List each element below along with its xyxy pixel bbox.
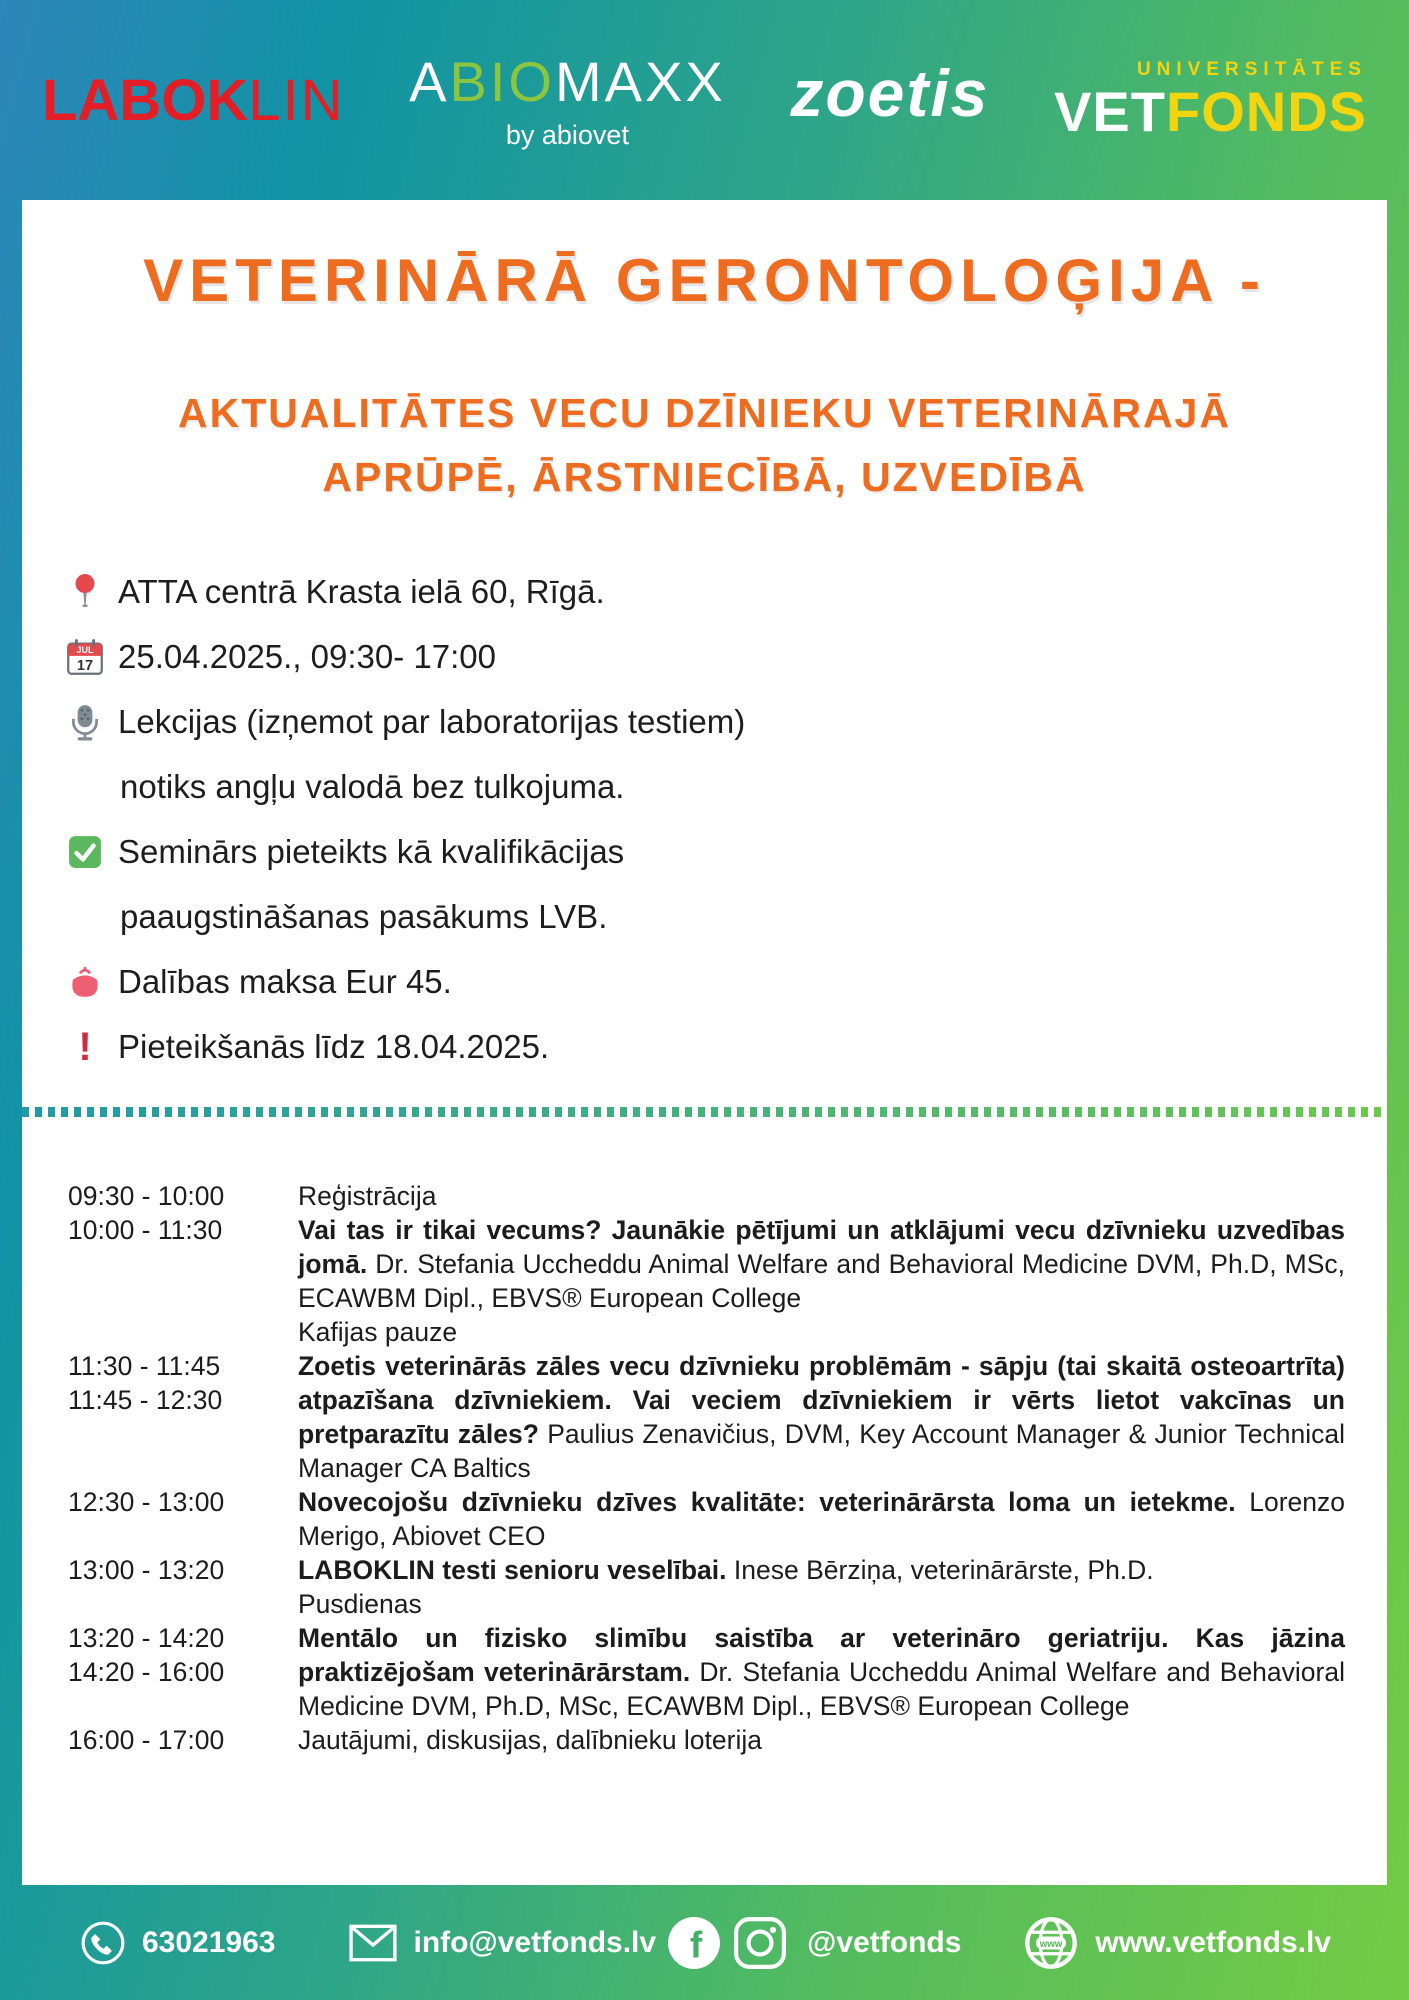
email-address: info@vetfonds.lv bbox=[413, 1925, 657, 1959]
schedule-speaker: Lorenzo Merigo, Abiovet CEO bbox=[298, 1487, 1345, 1551]
schedule-speaker: Paulius Zenavičius, DVM, Key Account Manager & Junior Technical Manager CA Baltics bbox=[298, 1419, 1346, 1483]
abiomaxx-a: A bbox=[409, 50, 450, 113]
schedule-speaker: Reģistrācija bbox=[298, 1181, 437, 1211]
email-contact bbox=[349, 1924, 656, 1962]
pin-icon bbox=[62, 573, 108, 611]
svg-text:www: www bbox=[1040, 1938, 1063, 1950]
dotted-divider bbox=[22, 1107, 1387, 1117]
schedule-speaker: Kafijas pauze bbox=[298, 1317, 458, 1347]
info-text: notiks angļu valodā bez tulkojuma. bbox=[120, 767, 625, 805]
calendar-icon bbox=[62, 638, 108, 676]
phone-number: 63021963 bbox=[142, 1925, 276, 1959]
info-line bbox=[62, 754, 1347, 819]
phone-contact bbox=[80, 1920, 275, 1966]
footer-contacts bbox=[0, 1885, 1409, 2000]
zoetis-logo: zoetis bbox=[790, 56, 990, 130]
schedule-time-column bbox=[68, 1349, 298, 1485]
schedule-time-column bbox=[68, 1179, 298, 1213]
social-handle: @vetfonds bbox=[807, 1925, 962, 1959]
schedule-speaker: Dr. Stefania Uccheddu Animal Welfare and Behavioral Medicine DVM, Ph.D, MSc, ECAWBM Dipl., EBVS® European College bbox=[298, 1249, 1345, 1313]
info-text: Lekcijas (izņemot par laboratorijas testiem) bbox=[118, 702, 746, 740]
info-line bbox=[62, 884, 1347, 949]
schedule-time: 13:20 - 14:20 bbox=[68, 1623, 225, 1653]
schedule-description bbox=[298, 1587, 1345, 1621]
info-text: Dalības maksa Eur 45. bbox=[118, 962, 452, 1000]
abiomaxx-wordmark bbox=[409, 49, 726, 114]
svg-text:17: 17 bbox=[76, 657, 94, 674]
website-url: www.vetfonds.lv bbox=[1095, 1925, 1331, 1959]
vetfonds-fonds: FONDS bbox=[1165, 80, 1367, 143]
schedule-topic: Vai tas ir tikai vecums? Jaunākie pētījumi un atklājumi vecu dzīvnieku uzvedības jomā. bbox=[298, 1215, 1345, 1279]
exclamation-icon: ! bbox=[78, 1024, 92, 1069]
schedule-time: 09:30 - 10:00 bbox=[68, 1181, 225, 1211]
schedule-speaker: Pusdienas bbox=[298, 1589, 422, 1619]
laboklin-logo-bold: LABOK bbox=[42, 67, 249, 133]
schedule-time: 12:30 - 13:00 bbox=[68, 1487, 225, 1517]
schedule-row bbox=[68, 1315, 1345, 1349]
schedule-row bbox=[68, 1213, 1345, 1315]
schedule-topic: Novecojošu dzīvnieku dzīves kvalitāte: veterinārārsta loma un ietekme. bbox=[298, 1487, 1250, 1517]
abiomaxx-logo bbox=[409, 49, 726, 151]
vetfonds-vet: VET bbox=[1054, 80, 1166, 143]
schedule-time: 14:20 - 16:00 bbox=[68, 1657, 225, 1687]
schedule-description bbox=[298, 1723, 1345, 1757]
info-line bbox=[62, 949, 1347, 1014]
schedule-time: 11:45 - 12:30 bbox=[68, 1385, 223, 1415]
event-info-list bbox=[62, 559, 1347, 1079]
schedule-row bbox=[68, 1723, 1345, 1757]
schedule-row bbox=[68, 1349, 1345, 1485]
schedule-speaker: Jautājumi, diskusijas, dalībnieku loterija bbox=[298, 1725, 762, 1755]
schedule-table bbox=[68, 1179, 1345, 1757]
purse-icon bbox=[62, 965, 108, 999]
schedule-description bbox=[298, 1485, 1345, 1553]
page-subtitle bbox=[52, 381, 1357, 509]
check-icon bbox=[62, 835, 108, 869]
schedule-time: 16:00 - 17:00 bbox=[68, 1725, 225, 1755]
schedule-speaker: Inese Bērziņa, veterinārārste, Ph.D. bbox=[733, 1555, 1154, 1585]
schedule-time: 11:30 - 11:45 bbox=[68, 1351, 221, 1381]
schedule-row bbox=[68, 1553, 1345, 1587]
subtitle-line-1: AKTUALITĀTES VECU DZĪNIEKU VETERINĀRAJĀ bbox=[178, 390, 1231, 436]
schedule-time: 13:00 - 13:20 bbox=[68, 1555, 225, 1585]
social-contact bbox=[667, 1916, 961, 1970]
schedule-time-column bbox=[68, 1213, 298, 1315]
vetfonds-logo bbox=[1054, 59, 1367, 143]
info-text: 25.04.2025., 09:30- 17:00 bbox=[118, 637, 496, 675]
schedule-row bbox=[68, 1621, 1345, 1723]
info-text: ATTA centrā Krasta ielā 60, Rīgā. bbox=[118, 572, 605, 610]
schedule-time-column bbox=[68, 1587, 298, 1621]
abiomaxx-bio: BIO bbox=[449, 50, 555, 113]
info-line bbox=[62, 689, 1347, 754]
schedule-description bbox=[298, 1179, 1345, 1213]
facebook-icon bbox=[667, 1916, 721, 1970]
schedule-time-column bbox=[68, 1485, 298, 1553]
instagram-icon bbox=[733, 1916, 787, 1970]
info-line bbox=[62, 1014, 1347, 1079]
vetfonds-universitates-label: UNIVERSITĀTES bbox=[1136, 59, 1367, 80]
schedule-description bbox=[298, 1349, 1345, 1485]
schedule-description bbox=[298, 1621, 1345, 1723]
info-text: paaugstināšanas pasākums LVB. bbox=[120, 897, 608, 935]
schedule-time-column bbox=[68, 1621, 298, 1723]
svg-text:f: f bbox=[689, 1923, 703, 1966]
schedule-time-column bbox=[68, 1723, 298, 1757]
schedule-time: 10:00 - 11:30 bbox=[68, 1215, 223, 1245]
schedule-speaker: Dr. Stefania Uccheddu Animal Welfare and Behavioral Medicine DVM, Ph.D, MSc, ECAWBM Dipl., EBVS® European College bbox=[298, 1657, 1345, 1721]
schedule-time-column bbox=[68, 1315, 298, 1349]
info-line bbox=[62, 624, 1347, 689]
schedule-description bbox=[298, 1315, 1345, 1349]
abiomaxx-maxx: MAXX bbox=[554, 50, 726, 113]
info-line bbox=[62, 559, 1347, 624]
info-text: Seminārs pieteikts kā kvalifikācijas bbox=[118, 832, 625, 870]
laboklin-logo-light: LIN bbox=[248, 67, 345, 133]
page-title: VETERINĀRĀ GERONTOLOĢIJA - bbox=[143, 247, 1266, 314]
schedule-topic: Zoetis veterinārās zāles vecu dzīvnieku problēmām - sāpju (tai skaitā osteoartrīta) atpazīšana dzīvniekiem. Vai veciem dzīvniekiem ir vērts lietot vakcīnas un pretparazītu zāles? bbox=[298, 1351, 1345, 1449]
phone-icon bbox=[80, 1920, 126, 1966]
schedule-row bbox=[68, 1587, 1345, 1621]
schedule-description bbox=[298, 1213, 1345, 1315]
globe-www-icon bbox=[1023, 1915, 1079, 1971]
abiovet-byline: by abiovet bbox=[505, 120, 629, 150]
schedule-description bbox=[298, 1553, 1345, 1587]
schedule-time-column bbox=[68, 1553, 298, 1587]
svg-text:JUL: JUL bbox=[76, 644, 94, 655]
schedule-row bbox=[68, 1179, 1345, 1213]
schedule-row bbox=[68, 1485, 1345, 1553]
info-line bbox=[62, 819, 1347, 884]
website-contact bbox=[1023, 1915, 1331, 1971]
content-card bbox=[22, 200, 1387, 1885]
schedule-topic: Mentālo un fizisko slimību saistība ar veterināro geriatriju. Kas jāzina praktizējošam veterinārārstam. bbox=[298, 1623, 1345, 1687]
vetfonds-wordmark bbox=[1054, 80, 1367, 143]
info-text: Pieteikšanās līdz 18.04.2025. bbox=[118, 1027, 550, 1065]
schedule-topic: LABOKLIN testi senioru veselībai. bbox=[298, 1555, 734, 1585]
sponsor-logos-band bbox=[0, 0, 1409, 200]
subtitle-line-2: APRŪPĒ, ĀRSTNIECĪBĀ, UZVEDĪBĀ bbox=[322, 454, 1087, 500]
laboklin-logo bbox=[42, 67, 344, 134]
microphone-icon bbox=[62, 703, 108, 741]
envelope-icon bbox=[349, 1924, 397, 1962]
